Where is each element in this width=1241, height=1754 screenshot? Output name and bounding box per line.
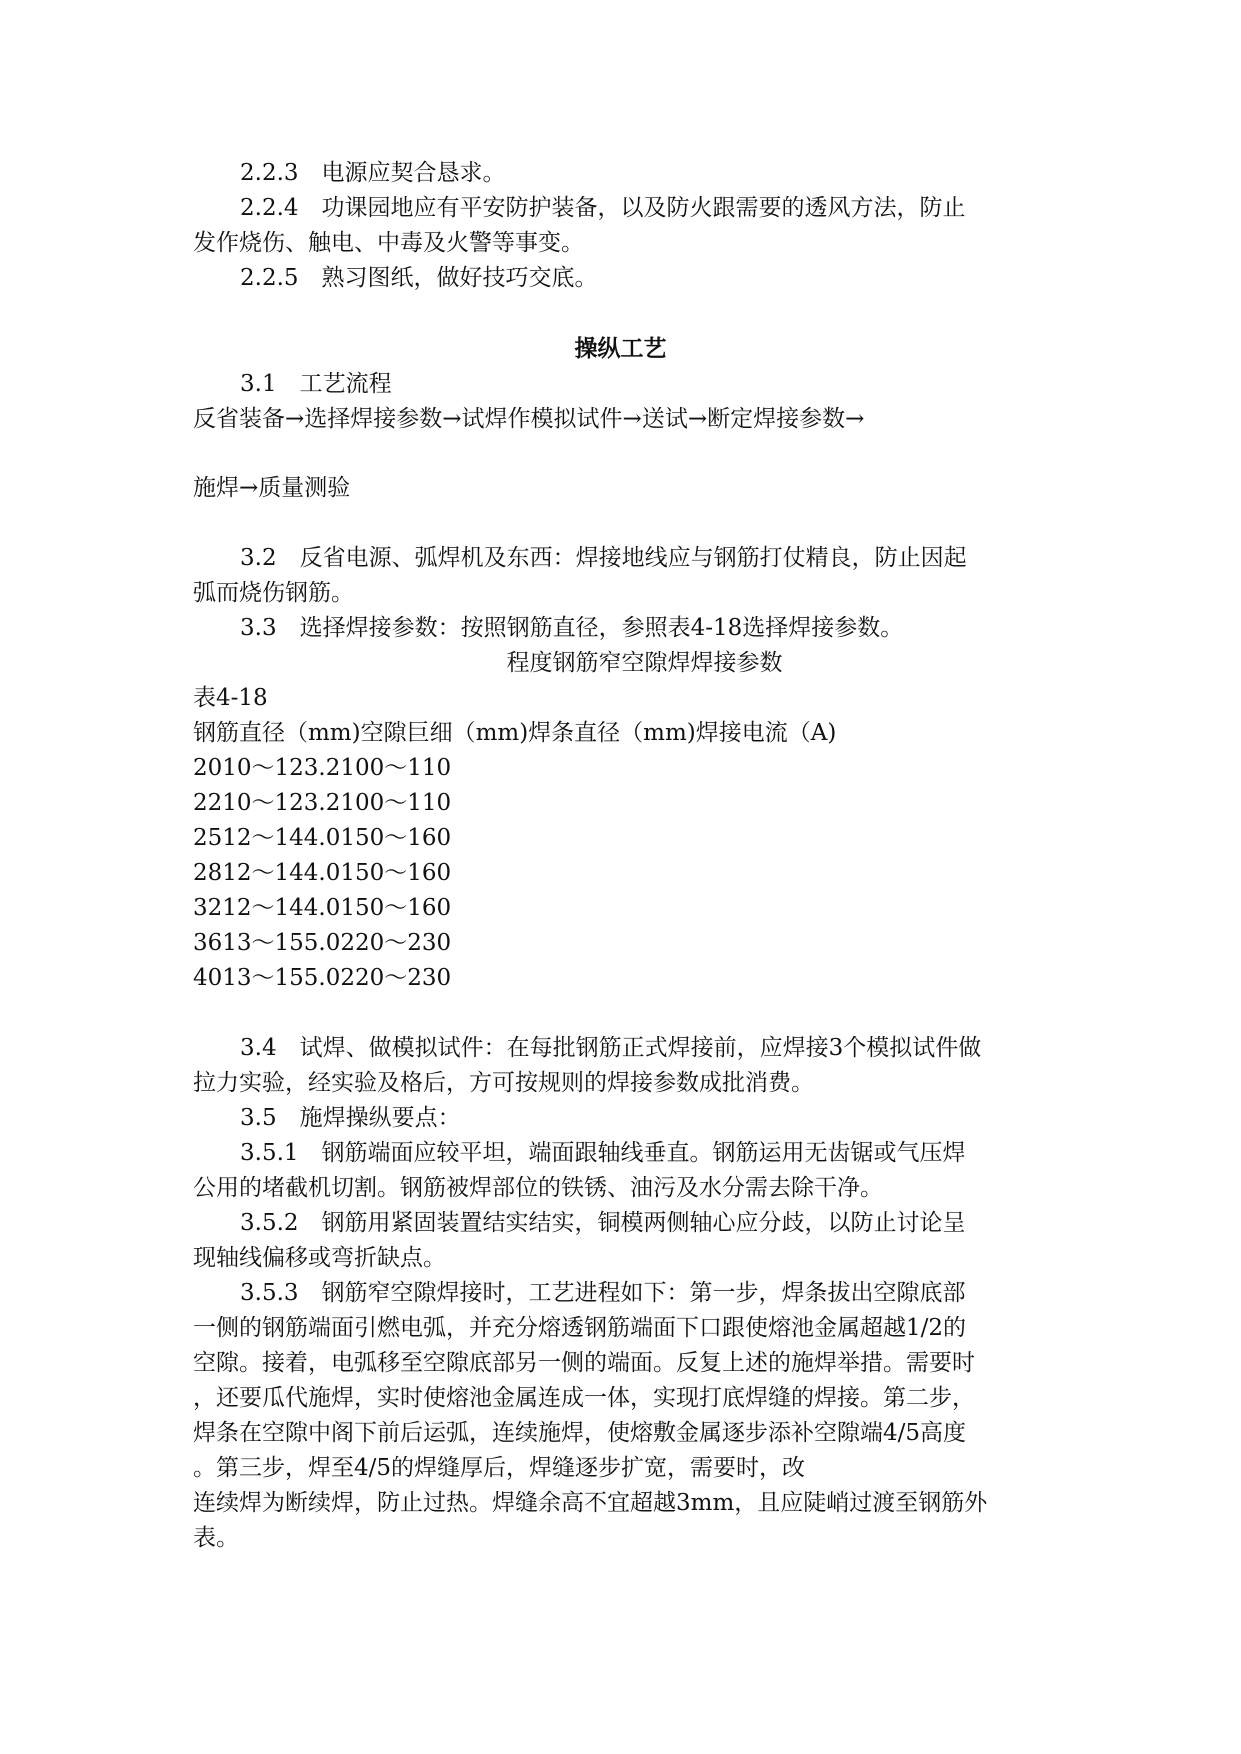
table-row: 3212～144.0150～160 — [193, 895, 452, 921]
paragraph-3-5-3-cont: 一侧的钢筋端面引燃电弧，并充分熔透钢筋端面下口跟使熔池金属超越1/2的 — [193, 1315, 967, 1341]
paragraph-3-5-3-cont: 焊条在空隙中阁下前后运弧，连续施焊，使熔敷金属逐步添补空隙端4/5高度 — [193, 1420, 967, 1446]
paragraph-2-2-4-cont: 发作烧伤、触电、中毒及火警等事变。 — [193, 230, 584, 256]
paragraph-2-2-3: 2.2.3 电源应契合恳求。 — [240, 160, 506, 186]
paragraph-3-4-cont: 拉力实验，经实验及格后，方可按规则的焊接参数成批消费。 — [193, 1070, 814, 1096]
paragraph-3-1: 3.1 工艺流程 — [240, 371, 392, 397]
paragraph-2-2-5: 2.2.5 熟习图纸，做好技巧交底。 — [240, 265, 598, 291]
table-row: 3613～155.0220～230 — [193, 930, 452, 956]
paragraph-3-5-2-cont: 现轴线偏移或弯折缺点。 — [193, 1245, 446, 1271]
paragraph-3-5-1: 3.5.1 钢筋端面应较平坦，端面跟轴线垂直。钢筋运用无齿锯或气压焊 — [240, 1140, 966, 1166]
table-row: 2210～123.2100～110 — [193, 790, 452, 816]
paragraph-3-2-cont: 弧而烧伤钢筋。 — [193, 580, 354, 606]
paragraph-3-5-3-cont: 连续焊为断续焊，防止过热。焊缝余高不宜超越3mm，且应陡峭过渡至钢筋外 — [193, 1490, 988, 1516]
table-caption: 程度钢筋窄空隙焊焊接参数 — [506, 650, 783, 676]
table-row: 2512～144.0150～160 — [193, 825, 452, 851]
table-row: 2812～144.0150～160 — [193, 860, 452, 886]
paragraph-3-5-2: 3.5.2 钢筋用紧固装置结实结实，铜模两侧轴心应分歧，以防止讨论呈 — [240, 1210, 966, 1236]
section-heading: 操纵工艺 — [574, 336, 667, 362]
paragraph-3-5-3-cont: ，还要瓜代施焊，实时使熔池金属连成一体，实现打底焊缝的焊接。第二步， — [193, 1385, 975, 1411]
paragraph-2-2-4: 2.2.4 功课园地应有平安防护装备，以及防火跟需要的透风方法，防止 — [240, 195, 966, 221]
paragraph-3-3: 3.3 选择焊接参数：按照钢筋直径，参照表4-18选择焊接参数。 — [240, 615, 904, 641]
paragraph-3-4: 3.4 试焊、做模拟试件：在每批钢筋正式焊接前，应焊接3个模拟试件做 — [240, 1035, 982, 1061]
paragraph-3-5: 3.5 施焊操纵要点： — [240, 1105, 461, 1131]
table-number: 表4-18 — [193, 685, 268, 711]
table-header: 钢筋直径（mm)空隙巨细（mm)焊条直径（mm)焊接电流（A) — [193, 720, 837, 746]
paragraph-3-5-3-cont: 表。 — [193, 1525, 239, 1551]
table-row: 4013～155.0220～230 — [193, 965, 452, 991]
process-flow-line-1: 反省装备→选择焊接参数→试焊作模拟试件→送试→断定焊接参数→ — [193, 406, 865, 432]
paragraph-3-5-3: 3.5.3 钢筋窄空隙焊接时，工艺进程如下：第一步，焊条拔出空隙底部 — [240, 1280, 966, 1306]
process-flow-line-2: 施焊→质量测验 — [193, 475, 351, 501]
paragraph-3-5-1-cont: 公用的堵截机切割。钢筋被焊部位的铁锈、油污及水分需去除干净。 — [193, 1175, 883, 1201]
paragraph-3-2: 3.2 反省电源、弧焊机及东西：焊接地线应与钢筋打仗精良，防止因起 — [240, 545, 967, 571]
paragraph-3-5-3-cont: 空隙。接着，电弧移至空隙底部另一侧的端面。反复上述的施焊举措。需要时 — [193, 1350, 975, 1376]
paragraph-3-5-3-cont: 。第三步，焊至4/5的焊缝厚后，焊缝逐步扩宽，需要时，改 — [193, 1455, 806, 1481]
table-row: 2010～123.2100～110 — [193, 755, 452, 781]
